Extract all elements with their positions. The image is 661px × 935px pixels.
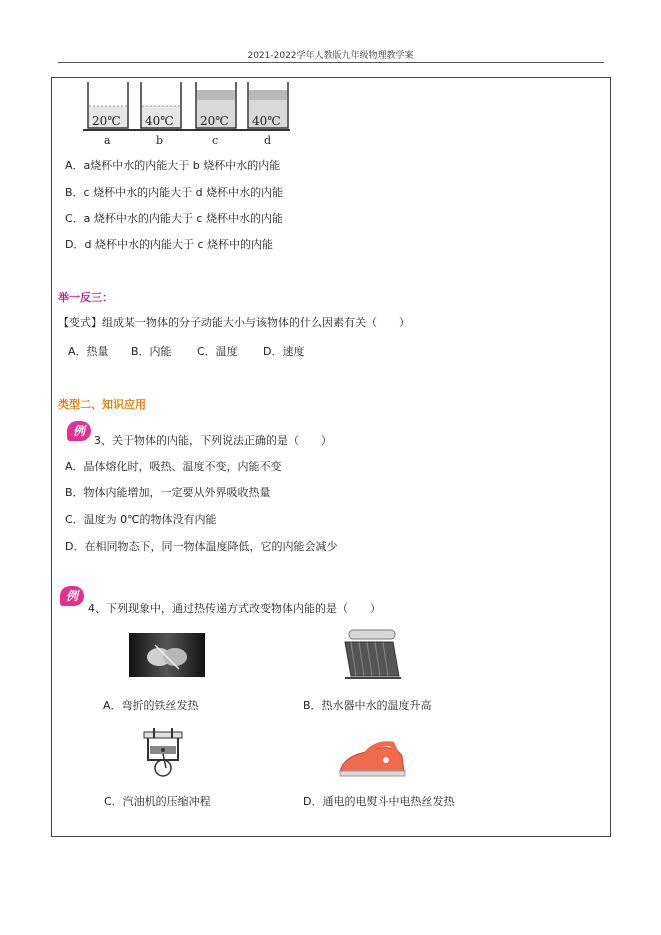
electric-iron-image: [336, 738, 408, 780]
q4-question: 4、下列现象中，通过热传递方式改变物体内能的是（ ）: [88, 602, 381, 615]
beaker-b-temp: 40℃: [145, 114, 174, 128]
beaker-b-letter: b: [156, 134, 164, 147]
beaker-c-temp: 20℃: [200, 114, 229, 128]
q4-option-a: A．弯折的铁丝发热: [103, 699, 199, 712]
beaker-d-letter: d: [264, 134, 272, 147]
header-divider: [58, 62, 604, 63]
variant-option-c: C．温度: [197, 345, 238, 358]
q1-option-c: C．a 烧杯中水的内能大于 c 烧杯中水的内能: [65, 212, 283, 225]
beaker-d-temp: 40℃: [252, 114, 281, 128]
variant-option-a: A．热量: [68, 345, 109, 358]
section-title-practice: 举一反三：: [58, 291, 113, 304]
engine-compression-image: [140, 728, 186, 778]
q3-option-c: C．温度为 0℃的物体没有内能: [65, 513, 217, 526]
q1-option-d: D．d 烧杯中水的内能大于 c 烧杯中的内能: [65, 238, 273, 251]
q4-option-b: B．热水器中水的温度升高: [303, 699, 432, 712]
q3-option-a: A．晶体熔化时，吸热、温度不变，内能不变: [65, 460, 282, 473]
variant-option-d: D．速度: [263, 345, 305, 358]
q3-option-b: B．物体内能增加，一定要从外界吸收热量: [65, 486, 271, 499]
beaker-a-letter: a: [104, 134, 111, 147]
page-header-title: 2021-2022学年人教版九年级物理教学案: [247, 51, 414, 61]
variant-question: 【变式】组成某一物体的分子动能大小与该物体的什么因素有关（ ）: [58, 316, 410, 329]
section-title-application: 类型二、知识应用: [58, 398, 146, 411]
variant-option-b: B．内能: [131, 345, 172, 358]
beaker-c-letter: c: [212, 134, 219, 147]
example-badge-q3: 例: [67, 421, 91, 441]
solar-water-heater-image: [337, 628, 403, 682]
q1-option-a: A．a烧杯中水的内能大于 b 烧杯中水的内能: [65, 159, 281, 172]
bent-wire-image: [129, 633, 205, 677]
q4-option-d: D．通电的电熨斗中电热丝发热: [303, 795, 455, 808]
q1-option-b: B．c 烧杯中水的内能大于 d 烧杯中水的内能: [65, 186, 284, 199]
q3-question: 3、关于物体的内能，下列说法正确的是（ ）: [94, 434, 332, 447]
q4-option-c: C．汽油机的压缩冲程: [104, 795, 211, 808]
q3-option-d: D．在相同物态下，同一物体温度降低，它的内能会减少: [65, 540, 338, 553]
beaker-a-temp: 20℃: [92, 114, 121, 128]
example-badge-q4: 例: [60, 586, 84, 606]
